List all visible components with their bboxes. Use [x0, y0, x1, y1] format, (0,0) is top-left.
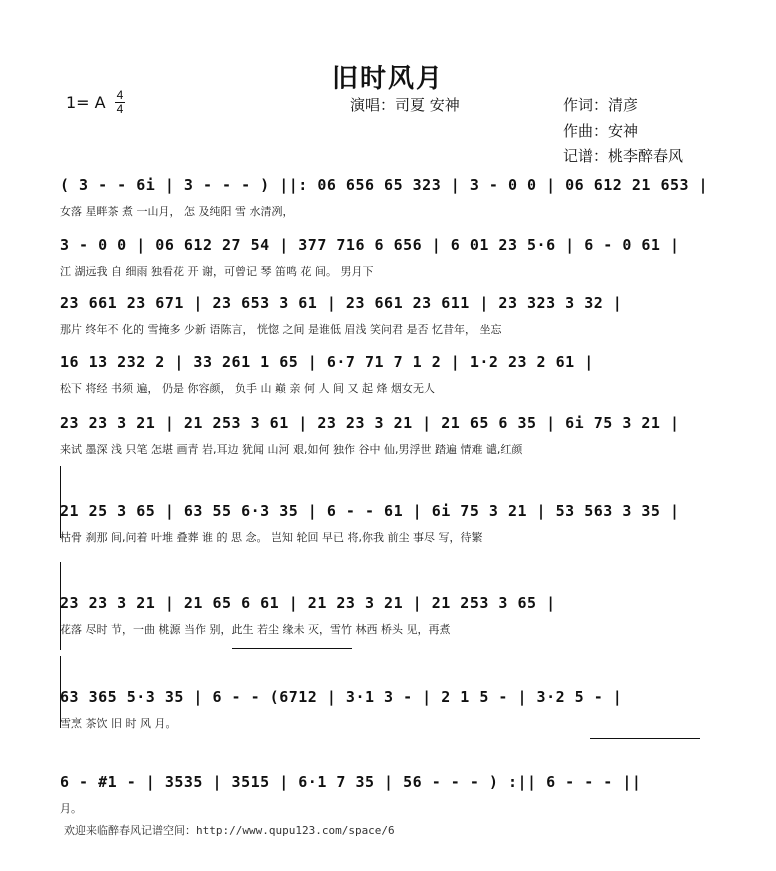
system-bracket: [60, 466, 61, 538]
notation-line: 23 23 3 21 | 21 65 6 61 | 21 23 3 21 | 21 253 3 65 |: [60, 594, 556, 612]
lyric-line: 枯骨 刹那 间,问着 叶堆 叠葬 谁 的 思 念。 岂知 轮回 早已 将,你我 前尘 事尽 写，待繁: [60, 531, 483, 544]
time-signature-top: 4: [116, 88, 124, 102]
notation-line: 6 - #1 - | 3535 | 3515 | 6·1 7 35 | 56 - - - ) :|| 6 - - - ||: [60, 773, 642, 791]
transcriber-credit: 记谱：桃李醉春风: [563, 147, 684, 165]
lyric-line: 雪烹 茶饮 旧 时 风 月。: [60, 717, 177, 730]
notation-line: 3 - 0 0 | 06 612 27 54 | 377 716 6 656 | 6 01 23 5·6 | 6 - 0 61 |: [60, 236, 680, 254]
notation-line: 23 661 23 671 | 23 653 3 61 | 23 661 23 611 | 23 323 3 32 |: [60, 294, 623, 312]
lyric-line: 来试 墨深 浅 只笔 怎堪 画青 岩,耳边 犹闻 山河 艰,如何 独作 谷中 仙,男浮世 踏遍 情难 谴,红颜: [60, 443, 523, 456]
time-signature-bottom: 4: [116, 102, 124, 116]
time-signature: [114, 90, 126, 115]
lyric-line: 松下 将经 书须 遍， 仍是 你容颜， 负手 山 巅 亲 何 人 间 又 起 烽 烟女无人: [60, 382, 435, 395]
song-title: 旧时风月: [331, 64, 444, 94]
first-ending-line: [232, 648, 352, 649]
system-bracket: [60, 656, 61, 728]
notation-line: 21 25 3 65 | 63 55 6·3 35 | 6 - - 61 | 6i 75 3 21 | 53 563 3 35 |: [60, 502, 680, 520]
lyric-line: 江 湖远我 自 细雨 独看花 开 谢，可曾记 琴 笛鸣 花 间。 男月下: [60, 265, 374, 278]
lyric-line: 女落 星畔茶 煮 一山月， 怎 及纯阳 雪 水清冽，: [60, 205, 294, 218]
notation-line: 63 365 5·3 35 | 6 - - (6712 | 3·1 3 - | 2 1 5 - | 3·2 5 - |: [60, 688, 623, 706]
notation-line: 16 13 232 2 | 33 261 1 65 | 6·7 71 7 1 2 | 1·2 23 2 61 |: [60, 353, 594, 371]
lyric-line: 花落 尽时 节，一曲 桃源 当作 别，此生 若尘 缘未 灭，雪竹 林西 桥头 见，再煮: [60, 623, 451, 636]
lyric-line: 月。: [60, 802, 82, 815]
second-ending-line: [590, 738, 700, 739]
singers-credit: 演唱：司夏 安神: [350, 96, 460, 114]
notation-line: 23 23 3 21 | 21 253 3 61 | 23 23 3 21 | 21 65 6 35 | 6i 75 3 21 |: [60, 414, 680, 432]
system-bracket: [60, 562, 61, 650]
notation-line: ( 3 - - 6i | 3 - - - ) ||: 06 656 65 323 | 3 - 0 0 | 06 612 21 653 |: [60, 176, 709, 194]
footer-credit: 欢迎来临醉春风记谱空间：http://www.qupu123.com/space/6: [64, 824, 395, 837]
composer-credit: 作曲：安神: [563, 122, 639, 140]
lyric-line: 那片 终年不 化的 雪掩多 少新 语陈言， 恍惚 之间 是谁低 眉浅 笑问君 是否 忆昔年， 坐忘: [60, 323, 502, 336]
lyricist-credit: 作词：清彦: [563, 96, 639, 114]
key-signature: 1= A: [66, 93, 106, 112]
